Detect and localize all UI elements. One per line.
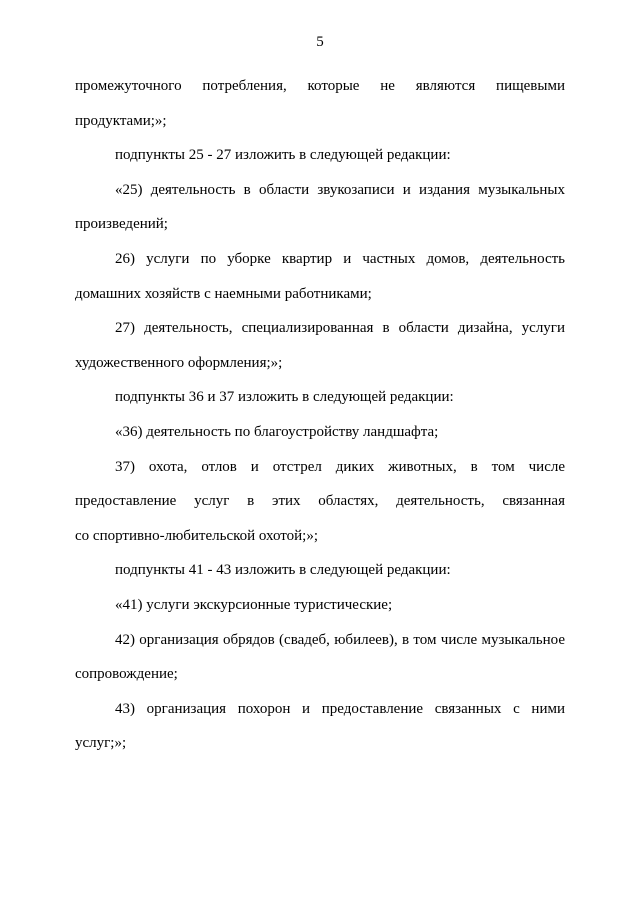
paragraph-8-line-3: со спортивно-любительской охотой;»; [75, 527, 319, 544]
document-body [75, 69, 565, 761]
paragraph-12-line-2: услуг;»; [75, 735, 127, 752]
paragraph-11-line-2: сопровождение; [75, 666, 178, 683]
paragraph-2: подпункты 25 - 27 изложить в следующей редакции: [115, 147, 451, 164]
paragraph-1-line-2: продуктами;»; [75, 112, 167, 129]
paragraph-12-line-1: 43) организация похорон и предоставление связанных с ними [115, 700, 565, 717]
paragraph-4-line-2: домашних хозяйств с наемными работниками; [75, 285, 372, 302]
page-number: 5 [316, 34, 324, 50]
paragraph-3-line-1: «25) деятельность в области звукозаписи и издания музыкальных [115, 181, 565, 198]
paragraph-5-line-1: 27) деятельность, специализированная в области дизайна, услуги [115, 320, 565, 337]
paragraph-7: «36) деятельность по благоустройству ландшафта; [115, 423, 439, 440]
paragraph-8-line-1: 37) охота, отлов и отстрел диких животных, в том числе [115, 458, 565, 475]
paragraph-8-line-2: предоставление услуг в этих областях, деятельность, связанная [75, 493, 565, 510]
paragraph-4-line-1: 26) услуги по уборке квартир и частных домов, деятельность [115, 250, 565, 267]
paragraph-5-line-2: художественного оформления;»; [75, 354, 283, 371]
paragraph-3-line-2: произведений; [75, 216, 168, 233]
paragraph-1-line-1: промежуточного потребления, которые не являются пищевыми [75, 78, 565, 94]
paragraph-10: «41) услуги экскурсионные туристические; [115, 596, 393, 613]
paragraph-11-line-1: 42) организация обрядов (свадеб, юбилеев), в том числе музыкальное [115, 631, 565, 648]
paragraph-9: подпункты 41 - 43 изложить в следующей редакции: [115, 562, 451, 579]
paragraph-6: подпункты 36 и 37 изложить в следующей редакции: [115, 389, 454, 406]
